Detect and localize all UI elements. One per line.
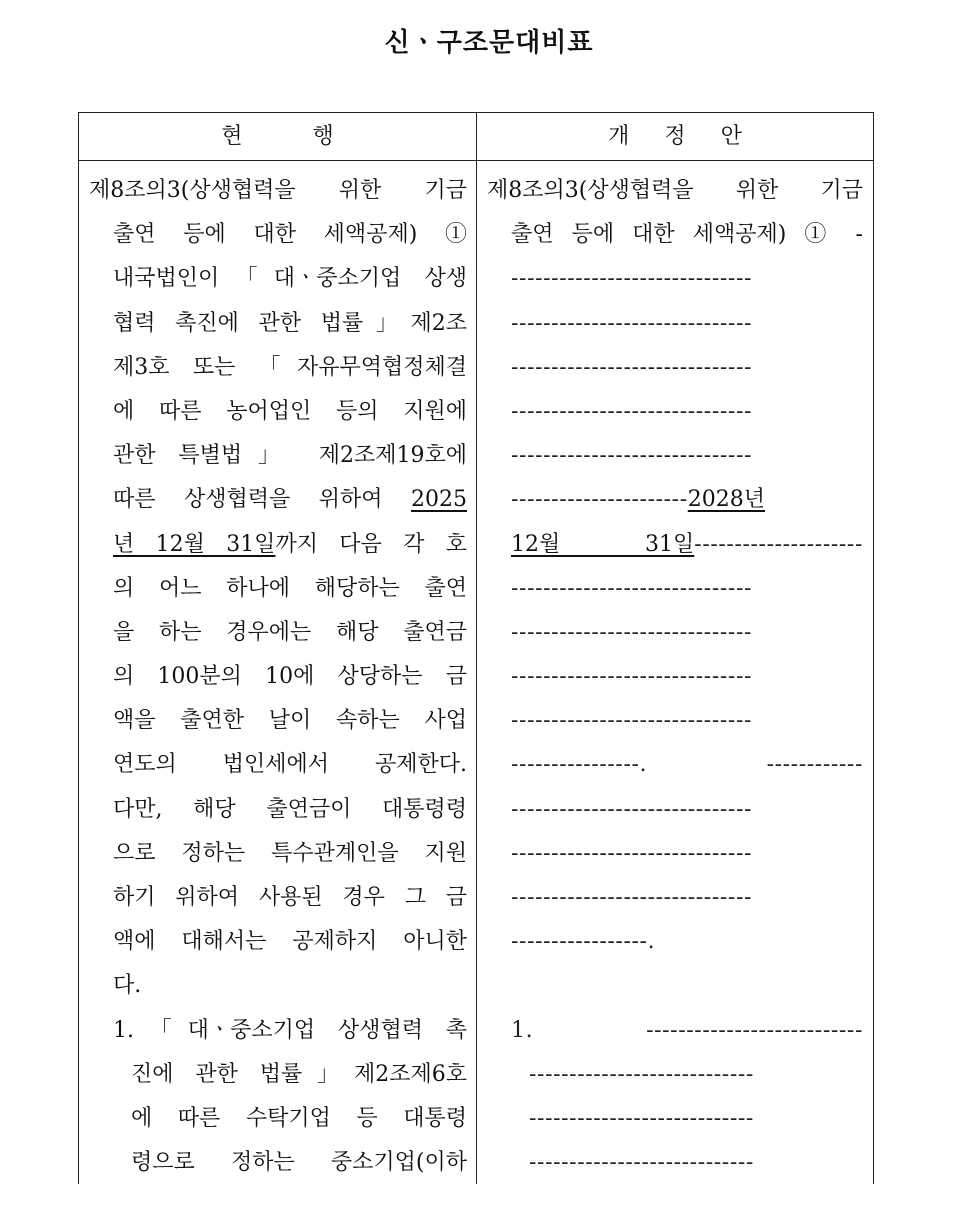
amended-date-new: 2028년 [687,487,765,513]
proposed-line [487,478,863,522]
current-line: 관한 특별법」 제2조제19호에 [113,443,467,469]
current-line: 을 하는 경우에는 해당 출연금 [113,619,467,645]
proposed-dash-line: ------------------------------ [511,796,753,822]
header-current: 현 행 [221,124,334,149]
current-text: 따른 상생협력을 위하여 [113,487,411,513]
proposed-line [487,523,863,567]
document-title: 신ㆍ구조문대비표 [384,28,594,58]
amended-date-new: 12월 31일 [511,531,695,557]
proposed-blank-line [487,964,863,1008]
comparison-table [78,112,874,1184]
current-text: 까지 다음 각 호 [275,531,467,557]
current-line: 연도의 법인세에서 공제한다. [113,752,467,778]
proposed-dash-line: ------------------------------ [511,664,753,690]
current-line [89,523,467,567]
current-line: 에 따른 농어업인 등의 지원에 [113,398,467,424]
column-divider [476,113,477,1184]
proposed-dash-line: ------------------------------ [511,310,753,336]
current-line: 액에 대해서는 공제하지 아니한 [113,929,467,955]
proposed-dash-line: -----------------. [511,929,656,955]
proposed-amendment-column [487,169,863,1185]
current-line: 내국법인이「대ㆍ중소기업 상생 [113,266,467,292]
current-line [89,478,467,522]
proposed-dash-line: ----------------. ------------ [511,752,863,778]
proposed-line: 제8조의3(상생협력을 위한 기금 [487,178,863,203]
table-header-row [79,113,873,161]
current-line: 다만, 해당 출연금이 대통령령 [113,796,467,822]
current-line: 하기 위하여 사용된 경우 그 금 [113,885,467,910]
current-line: 액을 출연한 날이 속하는 사업 [113,708,467,734]
proposed-dash-line: ------------------------------ [511,575,753,601]
current-item-1-line: 1.「대ㆍ중소기업 상생협력 촉 [113,1017,467,1043]
proposed-dash-line: ------------------------------ [511,443,753,469]
current-item-1-line: 에 따른 수탁기업 등 대통령 [131,1105,467,1131]
proposed-item-1-line: ---------------------------- [529,1061,754,1087]
proposed-dash-line: ------------------------------ [511,885,753,910]
proposed-item-1-line: ---------------------------- [529,1105,754,1131]
current-item-1-line: 령으로 정하는 중소기업(이하 [131,1150,467,1176]
current-line: 출연 등에 대한 세액공제) ① [113,222,467,248]
amended-date-old: 년 12월 31일 [113,531,276,557]
proposed-dash-text: ---------------------- [511,487,688,513]
current-line: 협력 촉진에 관한 법률」제2조 [113,310,467,336]
current-line: 으로 정하는 특수관계인을 지원 [113,840,467,866]
proposed-dash-line: ------------------------------ [511,708,753,734]
current-line: 다. [113,973,142,999]
proposed-dash-text: --------------------- [694,531,863,557]
current-line: 의 어느 하나에 해당하는 출연 [113,575,467,601]
proposed-dash-line: ------------------------------ [511,398,753,424]
amended-date-old: 2025 [411,487,467,513]
current-line: 제8조의3(상생협력을 위한 기금 [89,178,467,203]
proposed-dash-line: ------------------------------ [511,266,753,292]
current-line: 의 100분의 10에 상당하는 금 [113,664,467,690]
current-item-1-line: 진에 관한 법률」제2조제6호 [131,1061,467,1087]
proposed-item-1-line: ---------------------------- [529,1150,754,1176]
header-proposed: 개 정 안 [608,124,742,149]
proposed-dash-line: ------------------------------ [511,354,753,380]
proposed-dash-line: ------------------------------ [511,840,753,866]
proposed-dash-line: ------------------------------ [511,619,753,645]
current-law-column [89,169,467,1185]
proposed-line: 출연 등에 대한 세액공제) ① - [511,222,863,248]
current-line: 제3호 또는 「자유무역협정체결 [113,354,467,380]
proposed-item-1-line: 1. --------------------------- [511,1017,863,1043]
